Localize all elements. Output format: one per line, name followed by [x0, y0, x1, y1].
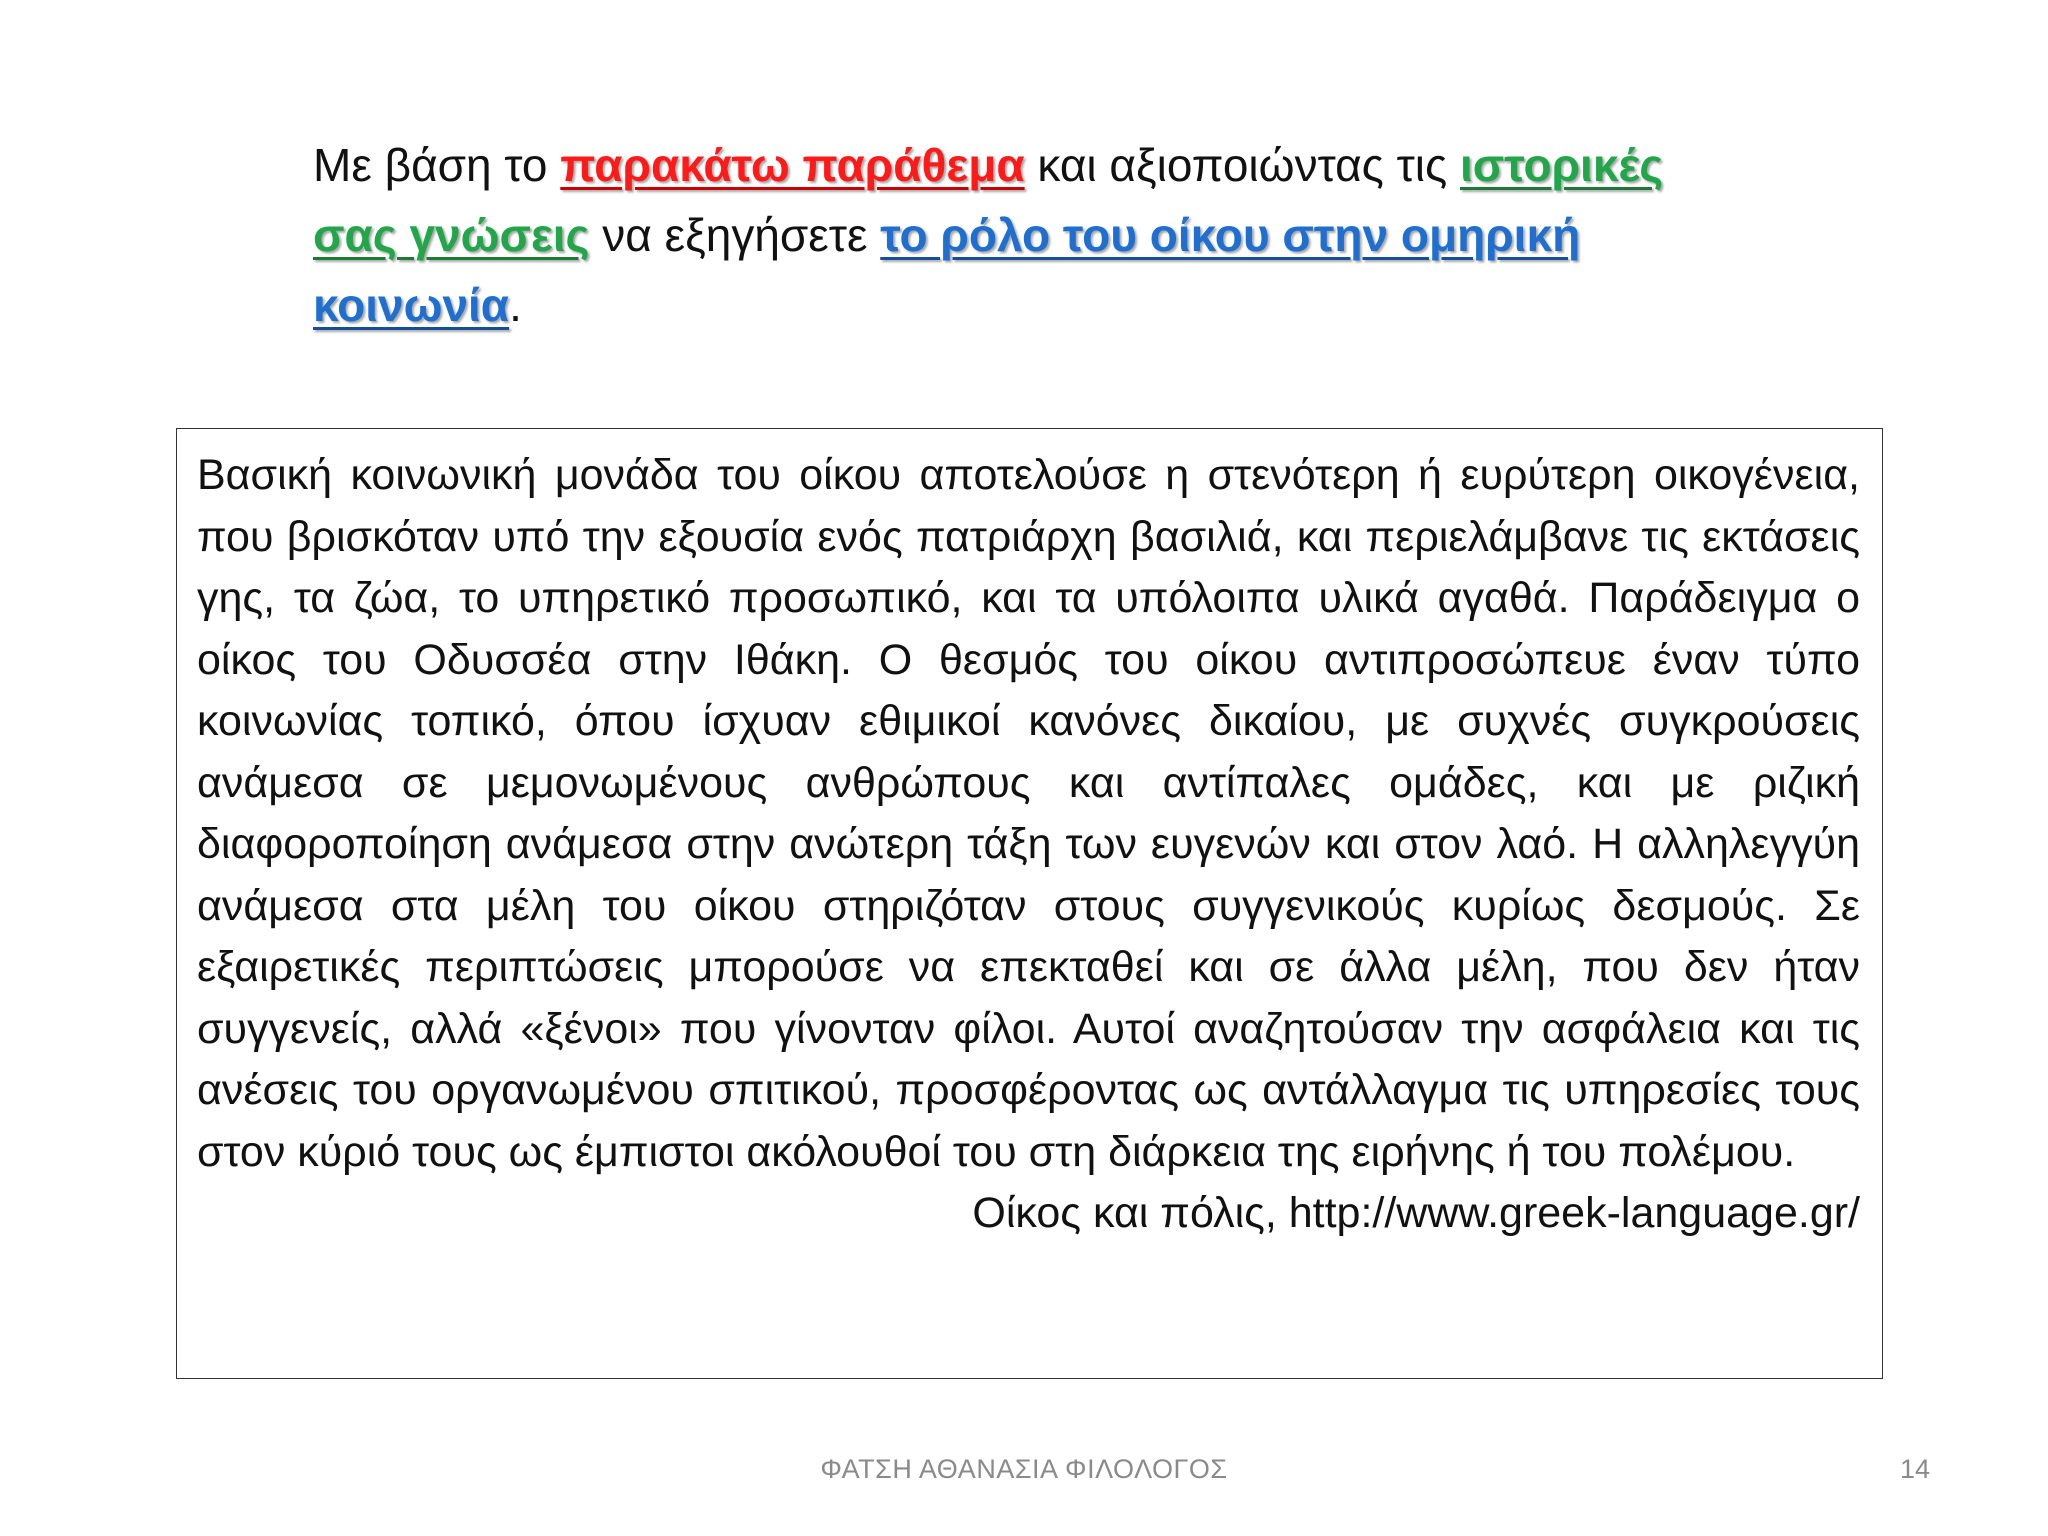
question-part-3: να εξηγήσετε	[589, 209, 881, 261]
question-part-4: .	[509, 279, 522, 331]
question-part-1: Με βάση το	[313, 139, 561, 191]
question-part-2: και αξιοποιώντας τις	[1024, 139, 1460, 191]
highlight-knowledge: ιστορικές σας γνώσεις	[313, 139, 1664, 261]
page-number: 14	[1899, 1454, 1930, 1484]
quote-box	[176, 428, 1883, 1379]
highlight-topic: το ρόλο του οίκου στην ομηρική κοινωνία	[313, 209, 1581, 331]
footer-author: ΦΑΤΣΗ ΑΘΑΝΑΣΙΑ ΦΙΛΟΛΟΓΟΣ	[820, 1454, 1228, 1484]
quote-source: Οίκος και πόλις, http://www.greek-language.gr/	[972, 1189, 1860, 1237]
quote-text: Βασική κοινωνική μονάδα του οίκου αποτελούσε η στενότερη ή ευρύτερη οικογένεια, που βρισκόταν υπό την εξουσία ενός πατριάρχη βασιλιά, και περιελάμβανε τις εκτάσεις γης, τα ζώα, το υπηρετικό προσωπικό, και τα υπόλοιπα υλικά αγαθά. Παράδειγμα ο οίκος του Οδυσσέα στην Ιθάκη. Ο θεσμός του οίκου αντιπροσώπευε έναν τύπο κοινωνίας τοπικό, όπου ίσχυαν εθιμικοί κανόνες δικαίου, με συχνές συγκρούσεις ανάμεσα σε μεμονωμένους ανθρώπους και αντίπαλες ομάδες, και με ριζική διαφοροποίηση ανάμεσα στην ανώτερη τάξη των ευγενών και στον λαό. Η αλληλεγγύη ανάμεσα στα μέλη του οίκου στηριζόταν στους συγγενικούς κυρίως δεσμούς. Σε εξαιρετικές περιπτώσεις μπορούσε να επεκταθεί και σε άλλα μέλη, που δεν ήταν συγγενείς, αλλά «ξένοι» που γίνονταν φίλοι. Αυτοί αναζητούσαν την ασφάλεια και τις ανέσεις του οργανωμένου σπιτικού, προσφέροντας ως αντάλλαγμα τις υπηρεσίες τους στον κύριό τους ως έμπιστοι ακόλουθοί του στη διάρκεια της ειρήνης ή του πολέμου.	[197, 451, 1860, 1176]
highlight-excerpt: παρακάτω παράθεμα	[560, 139, 1025, 191]
question-text	[313, 130, 1713, 340]
